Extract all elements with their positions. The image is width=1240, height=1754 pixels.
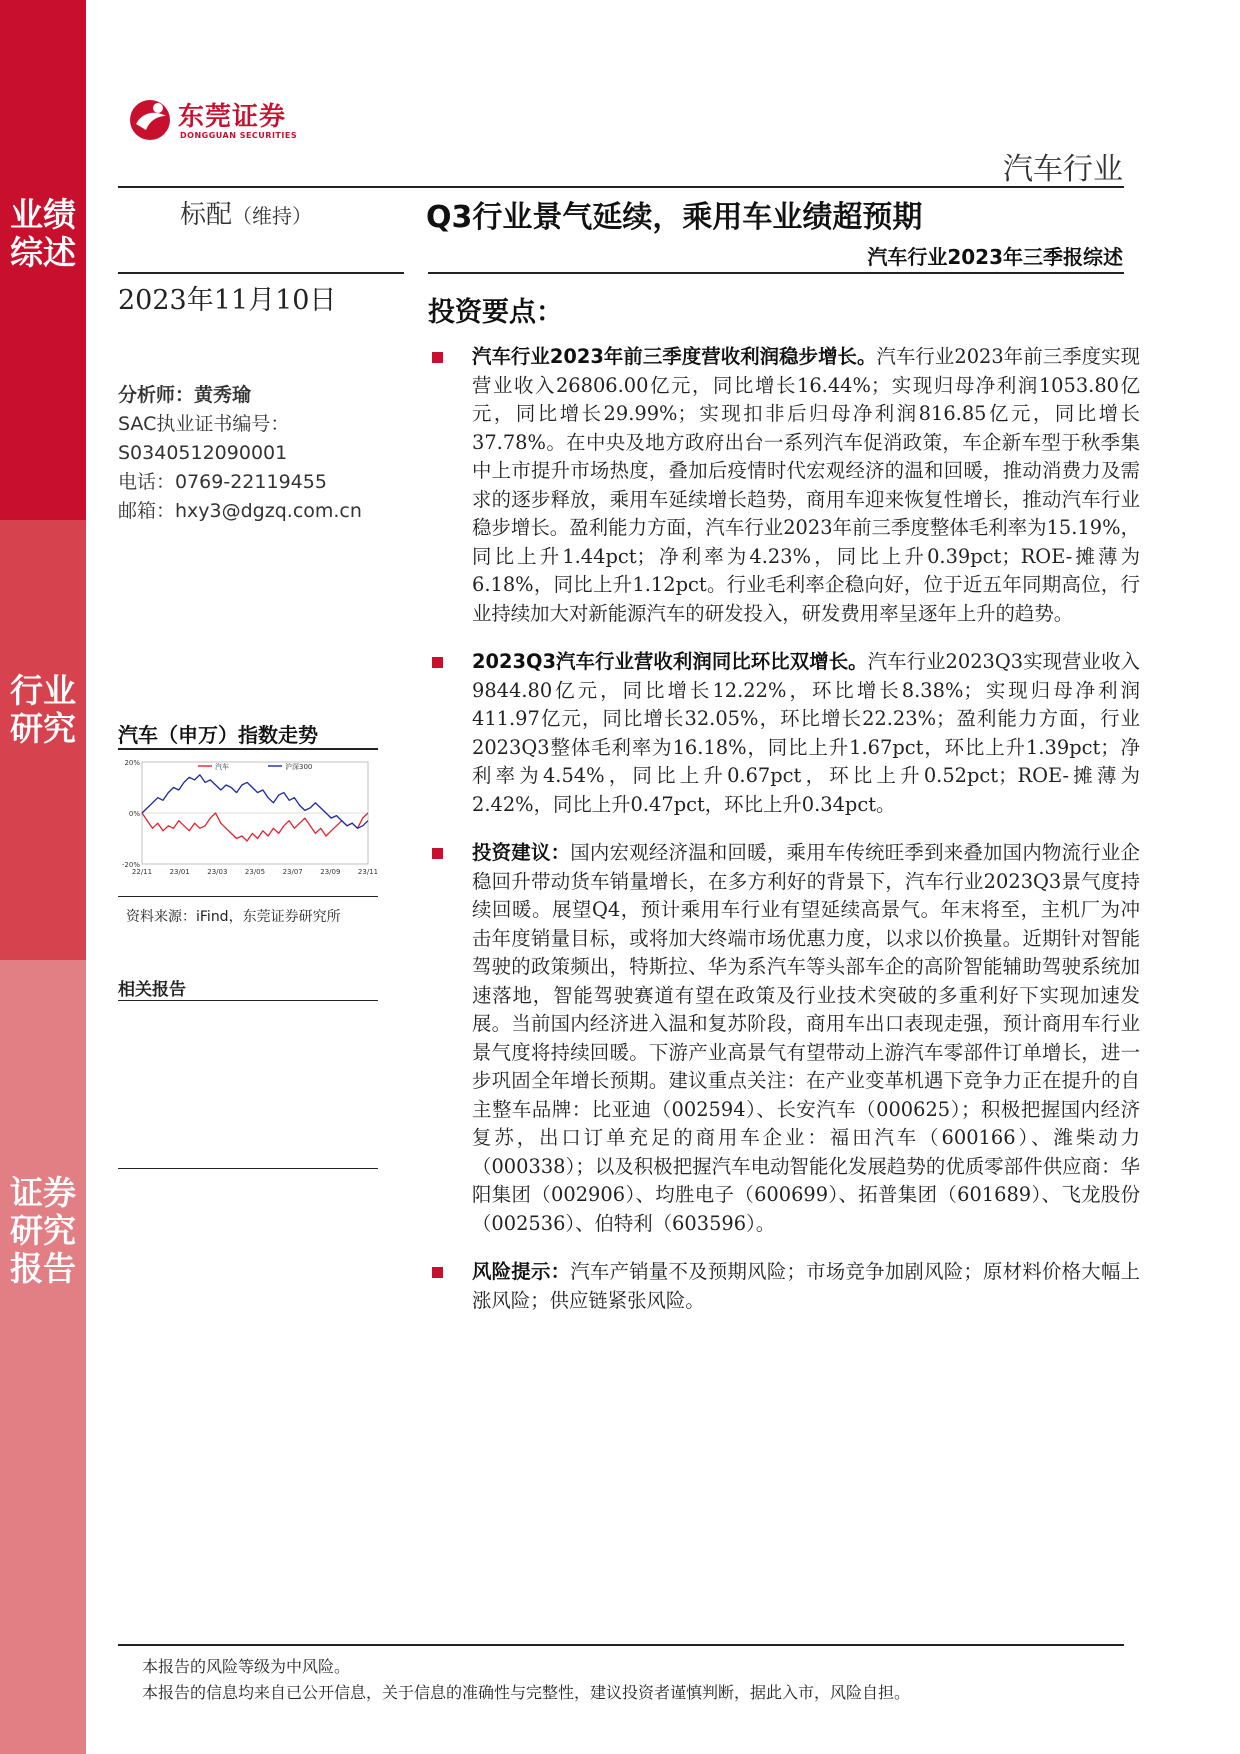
x-tick-label: 23/01 — [169, 868, 190, 876]
highlight-lead: 2023Q3汽车行业营收利润同比环比双增长。 — [472, 650, 868, 673]
highlight-text: 汽车行业2023Q3实现营业收入9844.80亿元，同比增长12.22%，环比增长8.38%；实现归母净利润411.97亿元，同比增长32.05%，环比增长22.23%；盈利能力方面，行业2023Q3整体毛利率为16.18%，同比上升1.67pct，环比上升1.39pct；净利率为4.54%，同比上升0.67pct，环比上升0.52pct；ROE-摊薄为2.42%，同比上升0.47pct，环比上升0.34pct。 — [472, 650, 1140, 816]
y-tick-label: 0% — [128, 810, 140, 818]
x-tick-label: 22/11 — [131, 868, 153, 876]
sidebar-section-review — [0, 0, 86, 520]
bullet-square-icon — [432, 1267, 443, 1278]
rating-note: （维持） — [232, 204, 313, 228]
related-divider-bottom — [118, 1168, 378, 1169]
rating-label: 标配 — [180, 200, 233, 230]
highlight-text: 汽车行业2023年前三季度实现营业收入26806.00亿元，同比增长16.44%；实现归母净利润1053.80亿元，同比增长29.99%；实现扣非后归母净利润816.85亿元，同比增长37.78%。在中央及地方政府出台一系列汽车促消政策，车企新车型于秋季集中上市提升市场热度，叠加后疫情时代宏观经济的温和回暖，推动消费力及需求的逐步释放，乘用车延续增长趋势，商用车迎来恢复性增长，推动汽车行业稳步增长。盈利能力方面，汽车行业2023年前三季度整体毛利率为15.19%，同比上升1.44pct；净利率为4.23%，同比上升0.39pct；ROE-摊薄为6.18%，同比上升1.12pct。行业毛利率企稳向好，位于近五年同期高位，行业持续加大对新能源汽车的研发投入，研发费用率呈逐年上升的趋势。 — [472, 345, 1140, 625]
legend-label: 汽车 — [215, 763, 229, 771]
logo-text: 东莞证券 — [178, 102, 287, 132]
highlight-item — [428, 839, 1140, 1238]
chart-title: 汽车（申万）指数走势 — [118, 723, 318, 747]
analyst-line — [118, 381, 362, 410]
report-date: 2023年11月10日 — [118, 285, 337, 316]
logo-subtext: DONGGUAN SECURITIES — [180, 131, 298, 140]
chart-source: 资料来源：iFind，东莞证券研究所 — [126, 909, 341, 925]
highlight-item — [428, 1258, 1140, 1315]
highlight-item — [428, 343, 1140, 628]
bullet-square-icon — [432, 657, 443, 668]
legend-label: 沪深300 — [285, 763, 313, 771]
chart-title-underline — [118, 748, 378, 750]
company-logo — [128, 94, 308, 154]
info-source-note: 本报告的信息均来自已公开信息，关于信息的准确性与完整性，建议投资者谨慎判断，据此入市，风险自担。 — [142, 1683, 911, 1702]
series-line — [142, 775, 368, 829]
sidebar-label: 业绩综述 — [10, 195, 76, 272]
analyst-name: 黄秀瑜 — [194, 384, 252, 406]
sidebar-section-report-type — [0, 960, 86, 1754]
y-tick-label: -20% — [121, 861, 140, 869]
index-chart — [118, 752, 379, 887]
risk-level-note: 本报告的风险等级为中风险。 — [142, 1657, 351, 1676]
sac-label: SAC执业证书编号： — [118, 413, 290, 435]
chart-bottom-line — [118, 896, 378, 897]
highlight-item — [428, 648, 1140, 819]
index-chart-svg — [118, 752, 379, 887]
industry-name: 汽车行业 — [1003, 152, 1123, 187]
highlight-text: 汽车产销量不及预期风险；市场竞争加剧风险；原材料价格大幅上涨风险；供应链紧张风险。 — [472, 1260, 1141, 1312]
sidebar-section-industry — [0, 520, 86, 960]
highlight-lead: 投资建议： — [472, 841, 571, 864]
bullet-square-icon — [432, 848, 443, 859]
rating — [180, 194, 312, 231]
y-tick-label: 20% — [124, 759, 140, 767]
analyst-label: 分析师： — [118, 384, 195, 406]
x-tick-label: 23/03 — [207, 868, 228, 876]
x-tick-label: 23/11 — [357, 868, 379, 876]
analyst-email: 邮箱：hxy3@dgzq.com.cn — [118, 500, 362, 522]
logo-mark-icon — [128, 94, 174, 146]
report-subtitle: 汽车行业2023年三季报综述 — [867, 245, 1123, 269]
x-tick-label: 23/05 — [244, 868, 266, 876]
footer-divider — [118, 1644, 1124, 1646]
analyst-phone: 电话：0769-22119455 — [118, 471, 327, 493]
left-divider-top — [118, 272, 404, 274]
subtitle-divider — [428, 272, 1124, 274]
sidebar-label: 行业研究 — [10, 671, 76, 748]
sac-number: S0340512090001 — [118, 442, 288, 464]
sidebar-label: 证券研究报告 — [10, 1173, 76, 1288]
bullet-square-icon — [432, 352, 443, 363]
highlights-heading: 投资要点： — [428, 297, 563, 328]
x-tick-label: 23/09 — [320, 868, 341, 876]
x-tick-label: 23/07 — [282, 868, 303, 876]
related-divider-top — [118, 1000, 378, 1001]
highlight-text: 国内宏观经济温和回暖，乘用车传统旺季到来叠加国内物流行业企稳回升带动货车销量增长，在多方利好的背景下，汽车行业2023Q3景气度持续回暖。展望Q4，预计乘用车行业有望延续高景气。年末将至，主机厂为冲击年度销量目标，或将加大终端市场优惠力度，以求以价换量。近期针对智能驾驶的政策频出，特斯拉、华为系汽车等头部车企的高阶智能辅助驾驶系统加速落地，智能驾驶赛道有望在政策及行业技术突破的多重利好下实现加速发展。当前国内经济进入温和复苏阶段，商用车出口表现走强，预计商用车行业景气度将持续回暖。下游产业高景气有望带动上游汽车零部件订单增长，进一步巩固全年增长预期。建议重点关注：在产业变革机遇下竞争力正在提升的自主整车品牌：比亚迪（002594）、长安汽车（000625）；积极把握国内经济复苏，出口订单充足的商用车企业：福田汽车（600166）、潍柴动力（000338）；以及积极把握汽车电动智能化发展趋势的优质零部件供应商：华阳集团（002906）、均胜电子（600699）、拓普集团（601689）、飞龙股份（002536）、伯特利（603596）。 — [472, 841, 1141, 1235]
header-divider — [118, 186, 1124, 188]
report-title: Q3行业景气延续，乘用车业绩超预期 — [426, 200, 923, 235]
related-reports-heading: 相关报告 — [118, 980, 186, 1000]
footer-disclaimer — [142, 1654, 1122, 1706]
highlight-lead: 汽车行业2023年前三季度营收利润稳步增长。 — [472, 345, 877, 368]
highlights-list — [428, 343, 1140, 1335]
analyst-info — [118, 381, 362, 526]
highlight-lead: 风险提示： — [472, 1260, 571, 1283]
